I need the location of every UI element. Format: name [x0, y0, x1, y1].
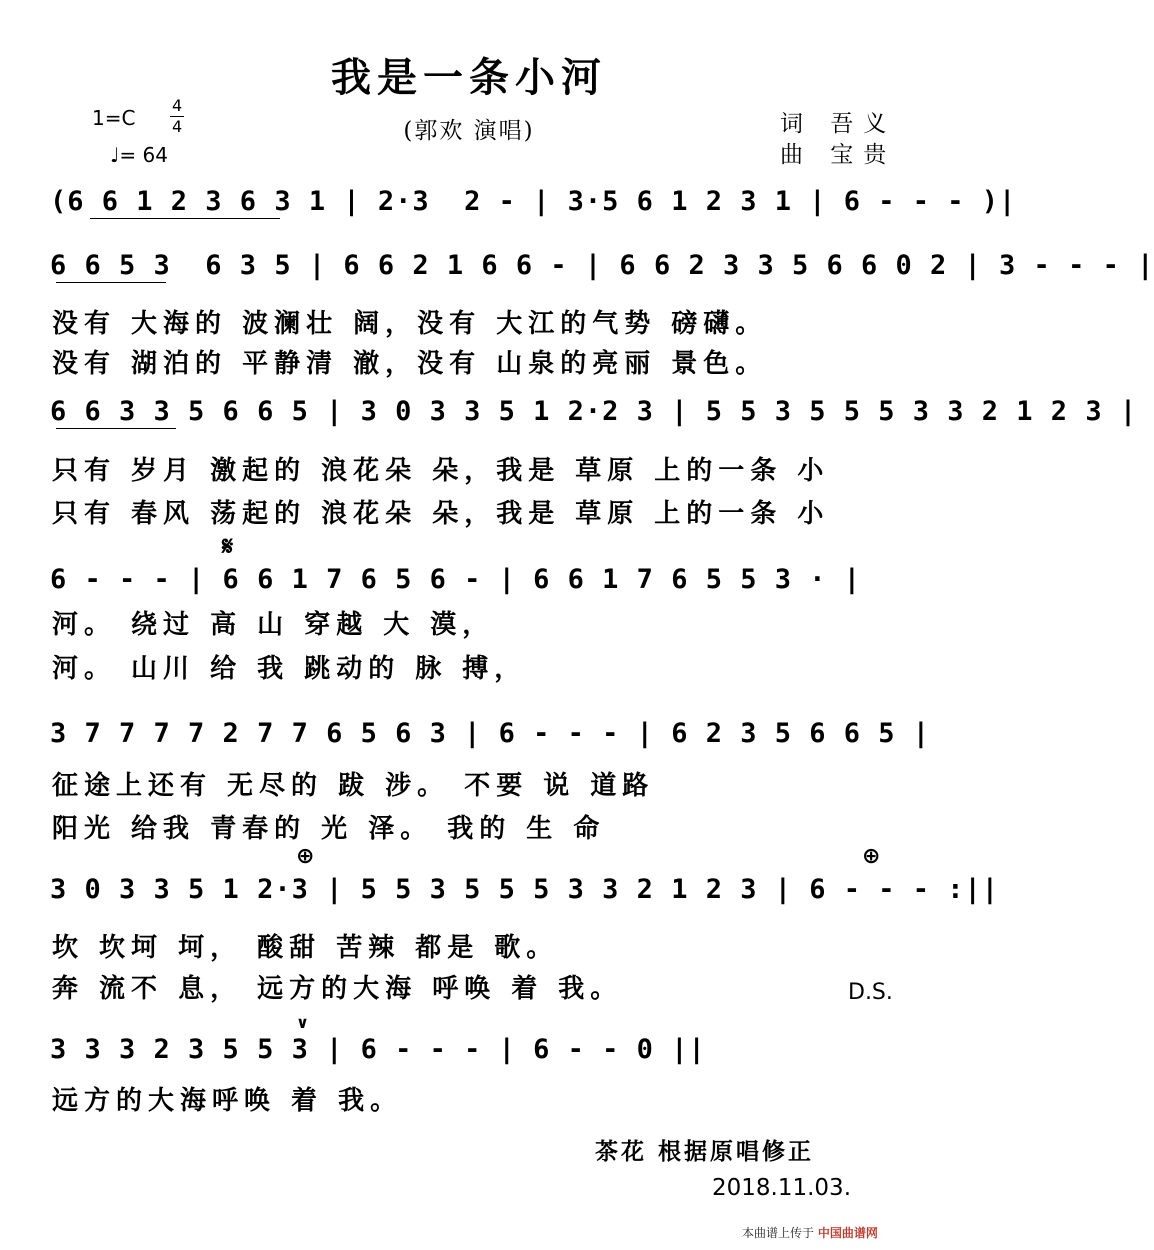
tempo-marking: ♩= 64: [110, 143, 168, 167]
breath-mark: ∨: [296, 1013, 309, 1032]
score-line: 3 3 3 2 3 5 5 3 | 6 - - - | 6 - - 0 ||: [50, 1034, 706, 1065]
revision-date: 2018.11.03.: [712, 1175, 851, 1201]
lyric-line: 没有 大海的 波澜壮 阔，没有 大江的气势 磅礴。: [52, 309, 768, 339]
upload-footer: [742, 1224, 878, 1241]
lyric-line: 远方的大海呼唤 着 我。: [52, 1086, 403, 1116]
singer-credit: (郭欢 演唱): [403, 118, 535, 144]
underline-beam: [90, 218, 280, 219]
underline-beam: [56, 428, 176, 429]
dal-segno-mark: D.S.: [848, 980, 893, 1005]
lyric-line: 奔 流不 息， 远方的大海 呼唤 着 我。: [52, 974, 623, 1004]
lyric-line: 阳光 给我 青春的 光 泽。 我的 生 命: [52, 814, 606, 844]
lyric-line: 只有 岁月 激起的 浪花朵 朵，我是 草原 上的一条 小: [52, 456, 830, 486]
coda-symbol: ⊕: [862, 844, 881, 869]
time-signature-numerator: 4: [172, 96, 183, 115]
score-line: 3 0 3 3 5 1 2·3 | 5 5 3 5 5 5 3 3 2 1 2 3 | 6 - - - :||: [50, 874, 1000, 905]
footer-prefix: 本曲谱上传于: [742, 1226, 815, 1240]
underline-beam: [56, 282, 166, 283]
score-line: 6 6 5 3 6 3 5 | 6 6 2 1 6 6 - | 6 6 2 3 3 5 6 6 0 2 | 3 - - - |: [50, 250, 1154, 281]
composer-credit: 曲 宝贵: [780, 142, 897, 168]
segno-symbol: 𝄋: [222, 532, 234, 562]
time-signature-denominator: 4: [172, 117, 183, 136]
score-line: 6 6 3 3 5 6 6 5 | 3 0 3 3 5 1 2·2 3 | 5 5 3 5 5 5 3 3 2 1 2 3 |: [50, 396, 1138, 427]
lyric-line: 没有 湖泊的 平静清 澈，没有 山泉的亮丽 景色。: [52, 349, 768, 379]
coda-symbol: ⊕: [296, 844, 315, 869]
key-signature: 1=C: [92, 106, 136, 130]
lyricist-credit: 词 吾义: [780, 111, 897, 137]
site-logo-text: 中国曲谱网: [817, 1226, 878, 1240]
lyric-line: 坎 坎坷 坷， 酸甜 苦辣 都是 歌。: [52, 933, 559, 963]
score-line: 3 7 7 7 7 2 7 7 6 5 6 3 | 6 - - - | 6 2 3 5 6 6 5 |: [50, 718, 931, 749]
lyric-line: 只有 春风 荡起的 浪花朵 朵，我是 草原 上的一条 小: [52, 499, 830, 529]
score-line: 6 - - - | 6 6 1 7 6 5 6 - | 6 6 1 7 6 5 5 3 · |: [50, 564, 862, 595]
lyric-line: 征途上还有 无尽的 跋 涉。 不要 说 道路: [52, 771, 655, 801]
song-title: 我是一条小河: [331, 54, 607, 101]
lyric-line: 河。 山川 给 我 跳动的 脉 搏，: [52, 654, 527, 684]
arranger-note: 茶花 根据原唱修正: [595, 1138, 815, 1165]
lyric-line: 河。 绕过 高 山 穿越 大 漠，: [52, 610, 495, 640]
score-line: (6 6 1 2 3 6 3 1 | 2·3 2 - | 3·5 6 1 2 3 1 | 6 - - - )|: [50, 186, 1017, 217]
